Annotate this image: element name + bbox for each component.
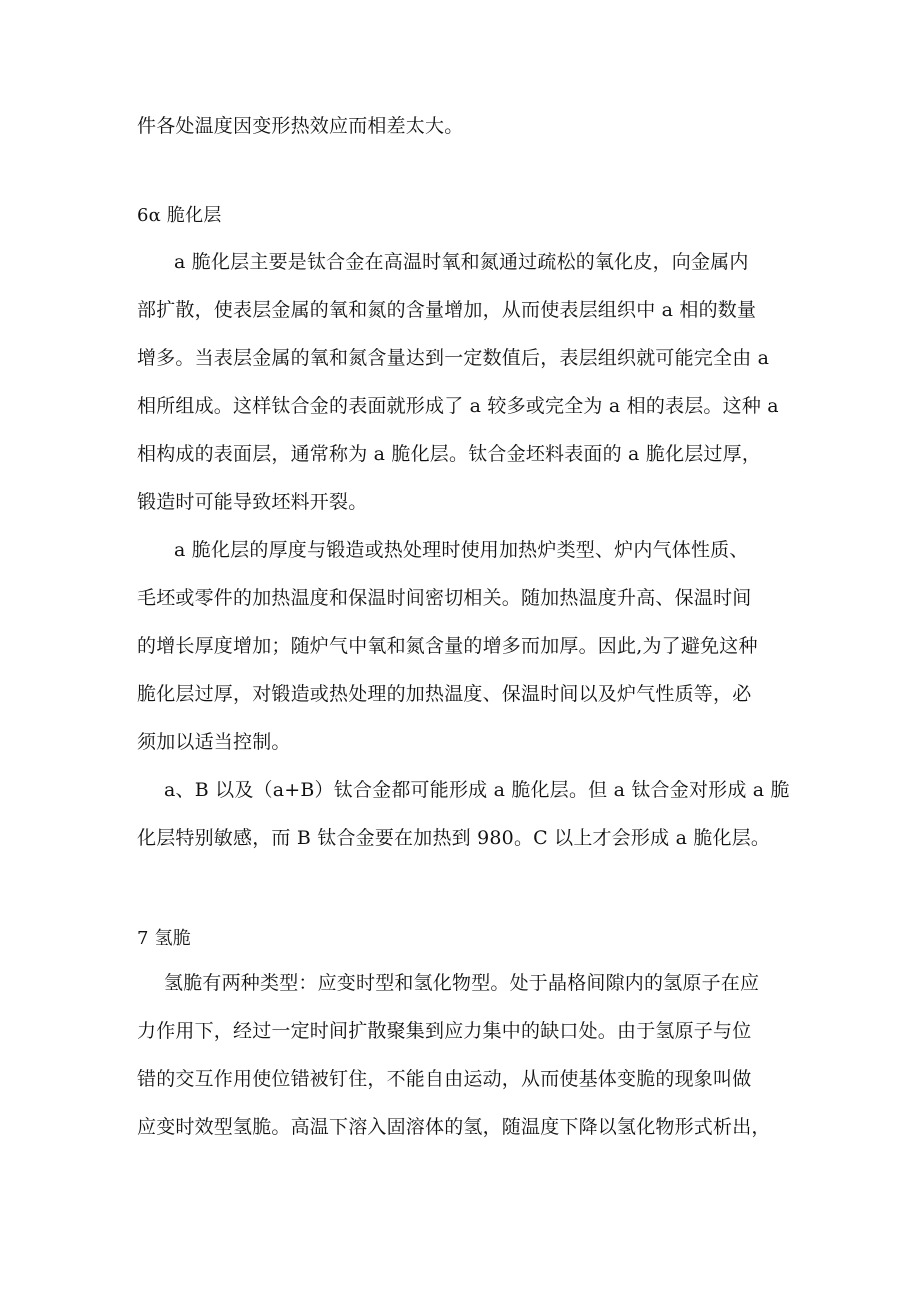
section-6-p2-line-4: 脆化层过厚，对锻造或热处理的加热温度、保温时间以及炉气性质等，必 — [137, 683, 752, 705]
section-6-heading: 6α 脆化层 — [137, 205, 222, 226]
section-7-heading: 7 氢脆 — [137, 928, 191, 949]
section-6-p2-line-5: 须加以适当控制。 — [137, 731, 291, 753]
section-7-p1-line-3: 错的交互作用使位错被钉住，不能自由运动，从而使基体变脆的现象叫做 — [137, 1068, 752, 1090]
section-7-p1-line-4: 应变时效型氢脆。高温下溶入固溶体的氢，随温度下降以氢化物形式析出， — [137, 1116, 771, 1138]
section-6-p2-line-2: 毛坯或零件的加热温度和保温时间密切相关。随加热温度升高、保温时间 — [137, 587, 752, 609]
section-6-p1-line-3: 增多。当表层金属的氧和氮含量达到一定数值后，表层组织就可能完全由 a — [137, 347, 770, 369]
section-6-p2-line-1: a 脆化层的厚度与锻造或热处理时使用加热炉类型、炉内气体性质、 — [174, 539, 749, 561]
section-6-p3-line-1: a、B 以及（a+B）钛合金都可能形成 a 脆化层。但 a 钛合金对形成 a 脆 — [164, 779, 790, 801]
section-6-p1-line-6: 锻造时可能导致坯料开裂。 — [137, 491, 368, 513]
section-6-p2-line-3: 的增长厚度增加；随炉气中氧和氮含量的增多而加厚。因此,为了避免这种 — [137, 635, 758, 657]
section-6-p3-line-2: 化层特别敏感，而 B 钛合金要在加热到 980。C 以上才会形成 a 脆化层。 — [137, 827, 771, 849]
section-6-p1-line-1: a 脆化层主要是钛合金在高温时氧和氮通过疏松的氧化皮，向金属内 — [174, 251, 749, 273]
section-6-p1-line-4: 相所组成。这样钛合金的表面就形成了 a 较多或完全为 a 相的表层。这种 a — [137, 395, 779, 417]
paragraph-carryover-line-1: 件各处温度因变形热效应而相差太大。 — [137, 115, 464, 137]
section-7-p1-line-2: 力作用下，经过一定时间扩散聚集到应力集中的缺口处。由于氢原子与位 — [137, 1020, 752, 1042]
section-6-p1-line-2: 部扩散，使表层金属的氧和氮的含量增加，从而使表层组织中 a 相的数量 — [137, 299, 757, 321]
section-6-p1-line-5: 相构成的表面层，通常称为 a 脆化层。钛合金坯料表面的 a 脆化层过厚， — [137, 443, 762, 465]
section-7-p1-line-1: 氢脆有两种类型：应变时型和氢化物型。处于晶格间隙内的氢原子在应 — [164, 972, 760, 994]
